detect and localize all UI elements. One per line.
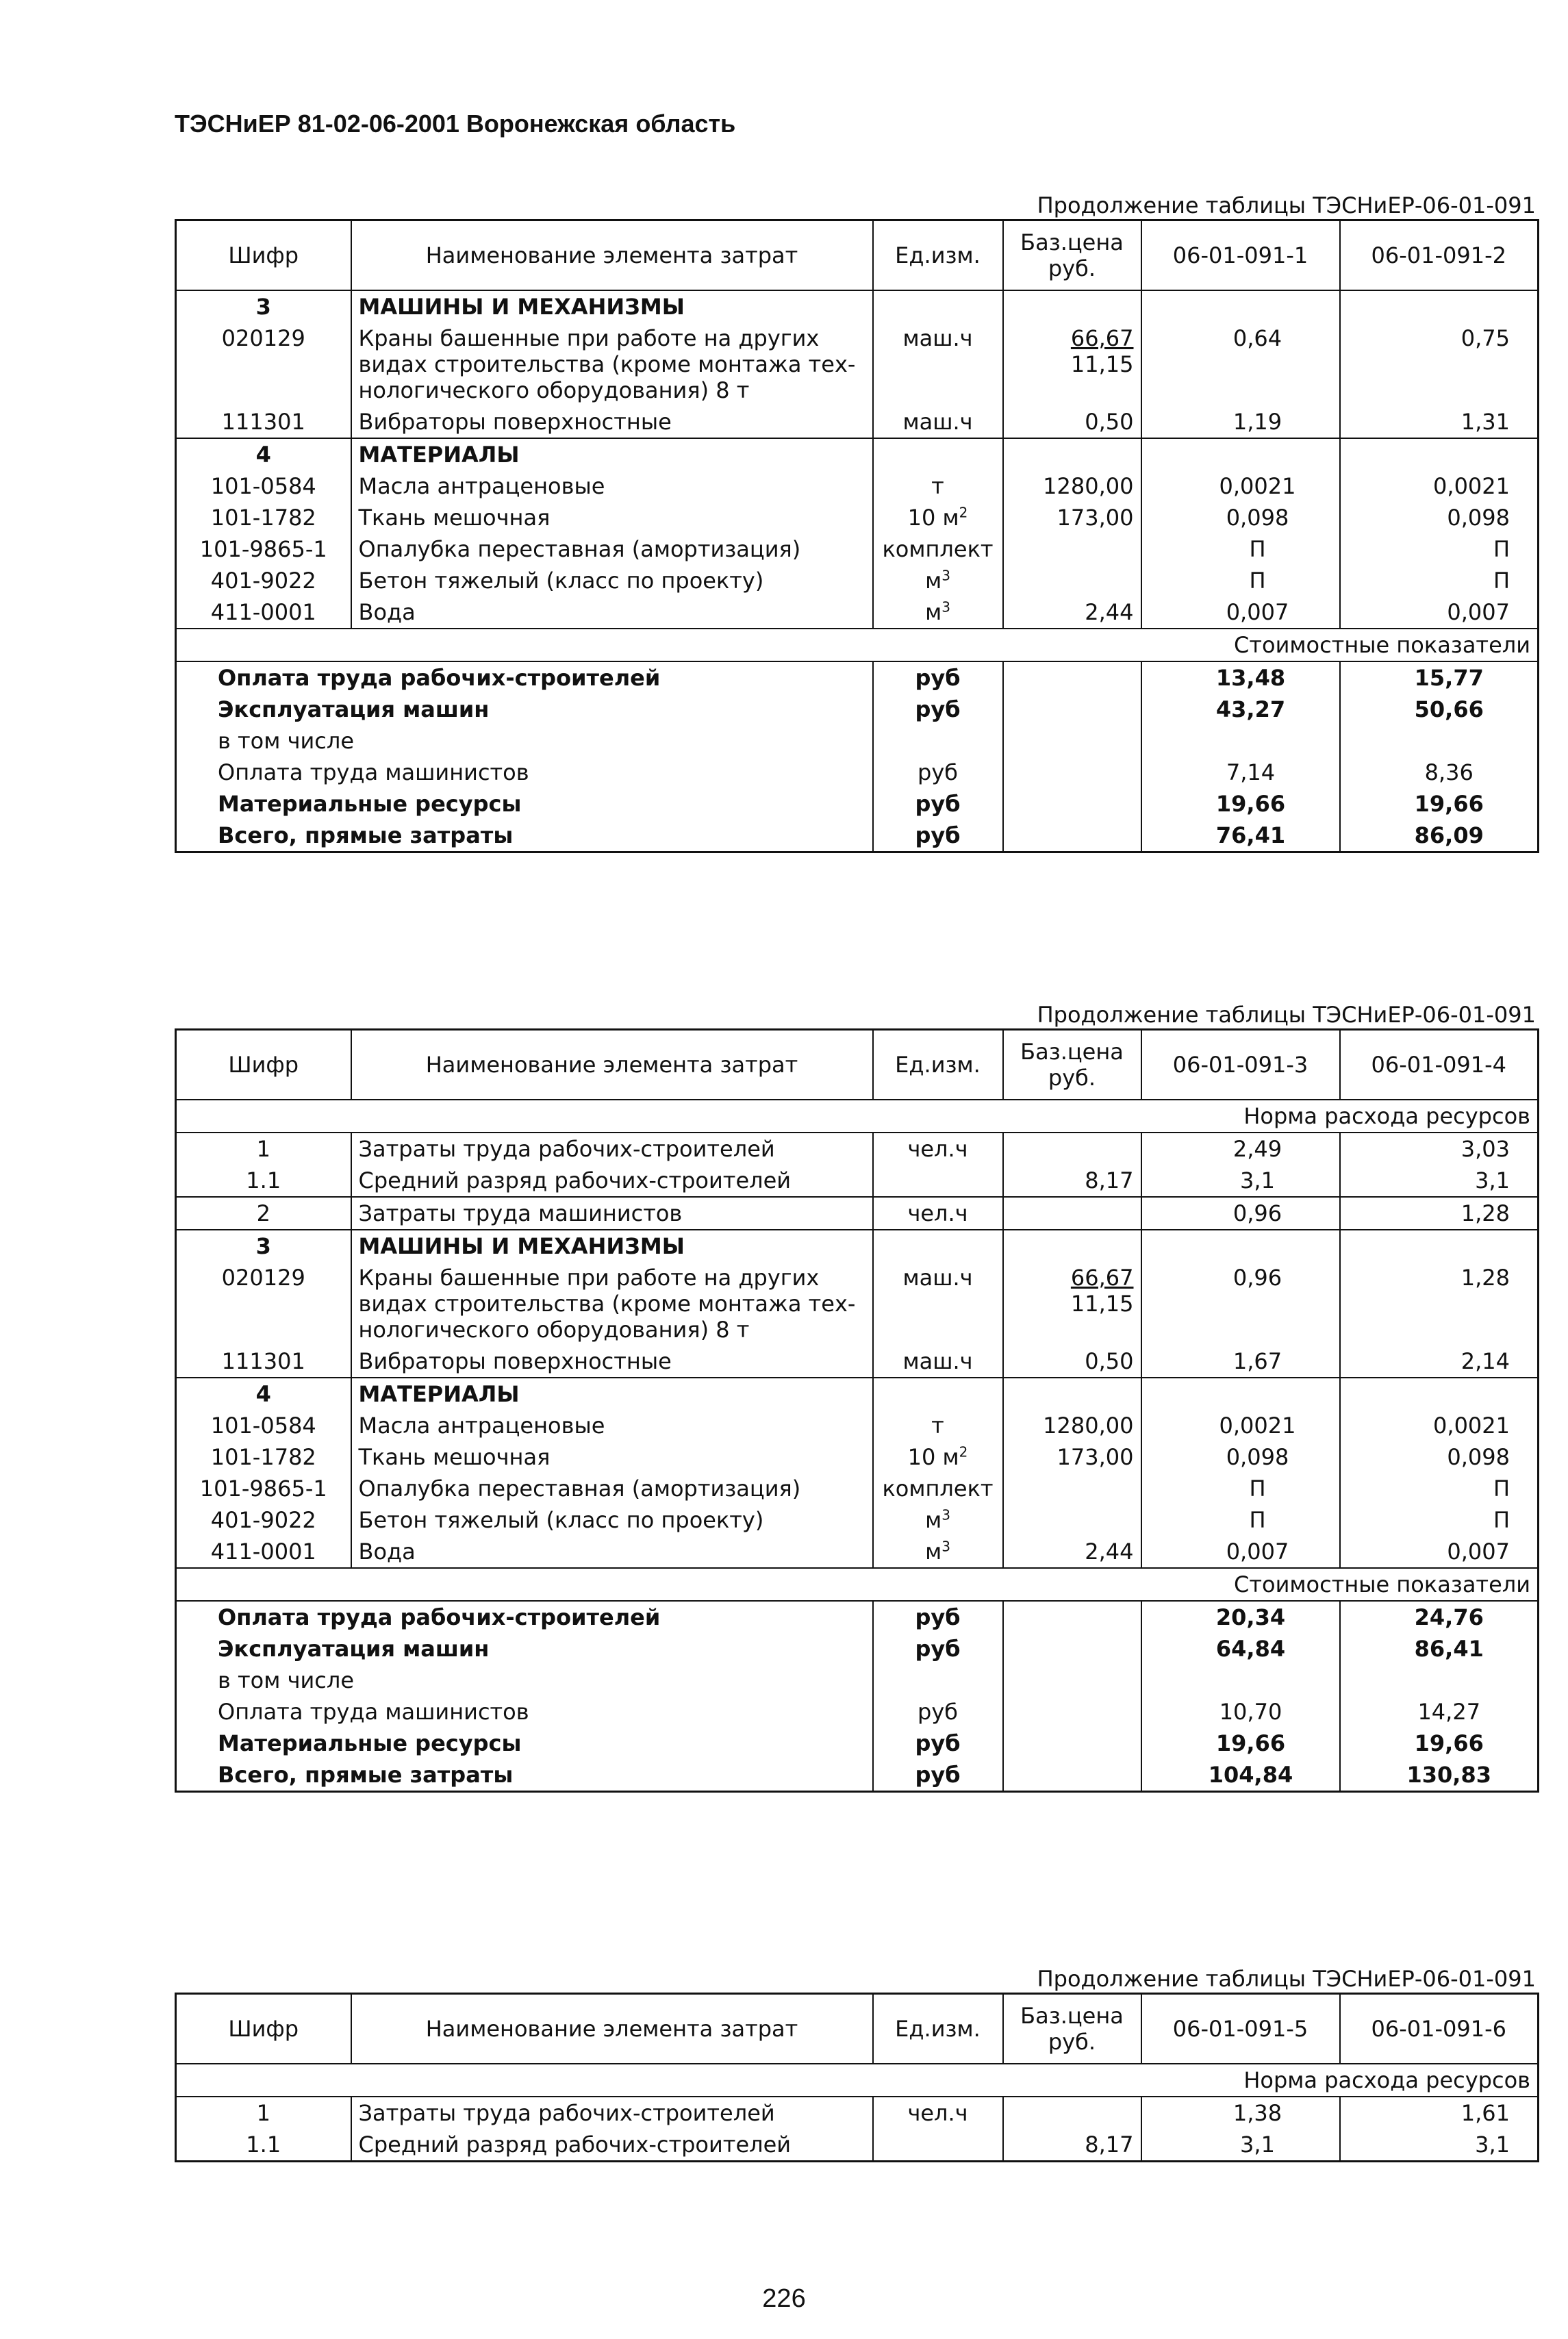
cell-value-1: П [1141,1473,1340,1504]
cell-value-2: 0,75 [1340,323,1539,406]
header-name: Наименование элемента затрат [351,1994,873,2064]
totals-value-2: 15,77 [1340,661,1539,694]
cell-code: 1.1 [176,1165,351,1197]
totals-label: Оплата труда машинистов [176,1696,873,1728]
cell-unit [873,1165,1003,1197]
totals-label: Оплата труда рабочих-строителей [176,1601,873,1633]
cell-price: 2,44 [1003,1536,1141,1568]
cell-price: 173,00 [1003,502,1141,533]
price-denominator: 11,15 [1070,1291,1134,1317]
cell-value-2: 3,1 [1340,1165,1539,1197]
cell-code: 1 [176,1133,351,1165]
totals-value-1: 20,34 [1141,1601,1340,1633]
header-code: Шифр [176,1994,351,2064]
table-row [176,438,1539,470]
totals-label: Материальные ресурсы [176,788,873,820]
cell-value-1: 0,007 [1141,1536,1340,1568]
totals-value-2: 50,66 [1340,694,1539,725]
table-caption: Продолжение таблицы ТЭСНиЕР-06-01-091 [1037,1002,1536,1028]
totals-value-1: 19,66 [1141,788,1340,820]
cell-code: 020129 [176,323,351,406]
cell-price [1003,565,1141,596]
cell-value-2: 1,31 [1340,406,1539,438]
totals-unit [873,725,1003,757]
cell-value-2: П [1340,1473,1539,1504]
cell-price [1003,438,1141,470]
totals-unit: руб [873,788,1003,820]
cell-unit: маш.ч [873,1345,1003,1378]
totals-value-1: 64,84 [1141,1633,1340,1665]
table-caption: Продолжение таблицы ТЭСНиЕР-06-01-091 [1037,1966,1536,1992]
cell-code: 111301 [176,406,351,438]
table-row [176,290,1539,323]
totals-empty [1003,788,1141,820]
cell-value-1: 2,49 [1141,1133,1340,1165]
totals-value-1: 43,27 [1141,694,1340,725]
table-row [176,2129,1539,2162]
cell-unit: т [873,1410,1003,1441]
totals-unit: руб [873,1601,1003,1633]
totals-row [176,1633,1539,1665]
totals-label: Оплата труда машинистов [176,757,873,788]
table-section-2 [175,1001,1537,1793]
totals-empty [1003,820,1141,852]
band-cost: Стоимостные показатели [176,1568,1539,1601]
totals-label: Эксплуатация машин [176,1633,873,1665]
cell-value-1: 1,67 [1141,1345,1340,1378]
cell-name: МАТЕРИАЛЫ [351,1378,873,1410]
cell-price: 1280,00 [1003,1410,1141,1441]
table-row [176,470,1539,502]
cell-code: 3 [176,290,351,323]
cell-unit [873,1378,1003,1410]
totals-empty [1003,1728,1141,1759]
totals-label: Всего, прямые затраты [176,1759,873,1792]
table-section-3 [175,1965,1537,2162]
totals-row [176,788,1539,820]
cell-value-2 [1340,1378,1539,1410]
cell-unit [873,438,1003,470]
cell-name: Вода [351,1536,873,1568]
totals-unit: руб [873,1696,1003,1728]
cell-code: 411-0001 [176,596,351,629]
cell-value-1 [1141,1378,1340,1410]
totals-label: в том числе [176,1665,873,1696]
cell-unit: $м^3$ [873,1536,1003,1568]
totals-row [176,1696,1539,1728]
totals-value-2: 19,66 [1340,788,1539,820]
cell-value-1: 0,96 [1141,1262,1340,1345]
cell-name: МАШИНЫ И МЕХАНИЗМЫ [351,1230,873,1262]
totals-empty [1003,1665,1141,1696]
cell-unit: 10 $м^2$ [873,1441,1003,1473]
totals-value-1: 19,66 [1141,1728,1340,1759]
cell-value-2: 3,03 [1340,1133,1539,1165]
cell-unit: маш.ч [873,1262,1003,1345]
cell-price: 8,17 [1003,1165,1141,1197]
cell-code: 101-0584 [176,1410,351,1441]
table-row [176,1262,1539,1345]
totals-unit: руб [873,1633,1003,1665]
cell-value-1: 0,0021 [1141,470,1340,502]
cell-name: Бетон тяжелый (класс по проекту) [351,565,873,596]
cell-value-2: 1,61 [1340,2097,1539,2129]
table-row [176,1197,1539,1230]
cell-code: 4 [176,1378,351,1410]
cell-value-2: 0,098 [1340,1441,1539,1473]
document-title: ТЭСНиЕР 81-02-06-2001 Воронежская область [175,110,736,138]
cell-unit: чел.ч [873,1197,1003,1230]
band-cost: Стоимостные показатели [176,629,1539,661]
cell-name: Средний разряд рабочих-строителей [351,1165,873,1197]
cost-table-2 [175,1028,1539,1793]
cell-code: 101-9865-1 [176,533,351,565]
cell-value-2: 3,1 [1340,2129,1539,2162]
cell-unit: комплект [873,533,1003,565]
totals-value-1: 10,70 [1141,1696,1340,1728]
table-caption: Продолжение таблицы ТЭСНиЕР-06-01-091 [1037,192,1536,218]
header-unit: Ед.изм. [873,220,1003,291]
totals-row [176,694,1539,725]
cell-value-2: 1,28 [1340,1262,1539,1345]
page-number: 226 [762,2284,806,2313]
cell-code: 411-0001 [176,1536,351,1568]
cell-value-1: П [1141,565,1340,596]
cell-value-2 [1340,290,1539,323]
header-col-3: 06-01-091-3 [1141,1030,1340,1100]
cell-code: 101-1782 [176,1441,351,1473]
cell-price: 173,00 [1003,1441,1141,1473]
cell-name: Затраты труда рабочих-строителей [351,2097,873,2129]
cell-price [1003,533,1141,565]
cell-price [1003,1473,1141,1504]
cell-name: МАТЕРИАЛЫ [351,438,873,470]
cell-value-1: 0,007 [1141,596,1340,629]
cell-price: 0,50 [1003,1345,1141,1378]
totals-value-1: 7,14 [1141,757,1340,788]
table-row [176,1378,1539,1410]
totals-row [176,725,1539,757]
cell-value-1 [1141,290,1340,323]
cell-value-2: 0,0021 [1340,470,1539,502]
cell-value-1: П [1141,1504,1340,1536]
band-norm: Норма расхода ресурсов [176,2064,1539,2097]
cell-code: 4 [176,438,351,470]
table-row [176,406,1539,438]
cell-code: 1 [176,2097,351,2129]
cell-name: Затраты труда рабочих-строителей [351,1133,873,1165]
cell-code: 3 [176,1230,351,1262]
totals-empty [1003,694,1141,725]
cell-code: 101-9865-1 [176,1473,351,1504]
totals-empty [1003,661,1141,694]
totals-unit: руб [873,661,1003,694]
table-row [176,596,1539,629]
header-col-1: 06-01-091-1 [1141,220,1340,291]
cell-name: Краны башенные при работе на других видах строительства (кроме монтажа тех-нологического оборудования) 8 т [351,323,873,406]
cell-value-2: 2,14 [1340,1345,1539,1378]
cell-price: 2,44 [1003,596,1141,629]
cell-value-2 [1340,1230,1539,1262]
cell-value-2: П [1340,533,1539,565]
cell-code: 2 [176,1197,351,1230]
header-price: Баз.цена руб. [1003,1994,1141,2064]
header-unit: Ед.изм. [873,1994,1003,2064]
header-col-2: 06-01-091-2 [1340,220,1539,291]
totals-row [176,757,1539,788]
totals-empty [1003,1633,1141,1665]
totals-value-2: 24,76 [1340,1601,1539,1633]
cell-unit: т [873,470,1003,502]
totals-row [176,1601,1539,1633]
header-unit: Ед.изм. [873,1030,1003,1100]
table-row [176,1441,1539,1473]
cell-price [1003,1378,1141,1410]
cell-unit [873,1230,1003,1262]
header-price: Баз.цена руб. [1003,1030,1141,1100]
cell-unit: 10 $м^2$ [873,502,1003,533]
cell-name: Краны башенные при работе на других видах строительства (кроме монтажа тех-нологического оборудования) 8 т [351,1262,873,1345]
totals-unit: руб [873,757,1003,788]
cell-value-1: 1,19 [1141,406,1340,438]
totals-row [176,1728,1539,1759]
table-row [176,1410,1539,1441]
cell-price: 8,17 [1003,2129,1141,2162]
cell-price [1003,2097,1141,2129]
cell-price: 1280,00 [1003,470,1141,502]
cell-code: 111301 [176,1345,351,1378]
header-name: Наименование элемента затрат [351,1030,873,1100]
cell-value-2: 0,007 [1340,596,1539,629]
cell-value-2: 1,28 [1340,1197,1539,1230]
table-row [176,1536,1539,1568]
cell-price [1003,1230,1141,1262]
totals-unit: руб [873,820,1003,852]
cell-code: 101-1782 [176,502,351,533]
table-row [176,1165,1539,1197]
cell-name: Затраты труда машинистов [351,1197,873,1230]
table-row [176,2097,1539,2129]
cell-value-1: 0,96 [1141,1197,1340,1230]
cell-unit: $м^3$ [873,1504,1003,1536]
cell-name: Ткань мешочная [351,1441,873,1473]
cell-value-2 [1340,438,1539,470]
totals-label: Эксплуатация машин [176,694,873,725]
table-row [176,323,1539,406]
header-name: Наименование элемента затрат [351,220,873,291]
cell-value-1: 3,1 [1141,1165,1340,1197]
cell-value-1: 0,098 [1141,502,1340,533]
price-numerator: 66,67 [1070,1265,1134,1291]
totals-empty [1003,1696,1141,1728]
cell-value-1: 0,0021 [1141,1410,1340,1441]
totals-label: Оплата труда рабочих-строителей [176,661,873,694]
totals-value-2: 86,41 [1340,1633,1539,1665]
cell-price [1003,1262,1141,1345]
cell-code: 401-9022 [176,1504,351,1536]
cell-code: 401-9022 [176,565,351,596]
cell-name: Бетон тяжелый (класс по проекту) [351,1504,873,1536]
price-numerator: 66,67 [1070,325,1134,351]
table-row [176,1133,1539,1165]
cell-unit: $м^3$ [873,596,1003,629]
cell-value-1: П [1141,533,1340,565]
totals-label: Всего, прямые затраты [176,820,873,852]
header-col-5: 06-01-091-5 [1141,1994,1340,2064]
header-price: Баз.цена руб. [1003,220,1141,291]
cell-unit: маш.ч [873,323,1003,406]
totals-empty [1003,1759,1141,1792]
cell-price [1003,1197,1141,1230]
totals-unit: руб [873,694,1003,725]
cell-price [1003,1504,1141,1536]
cell-unit [873,290,1003,323]
cell-value-2: П [1340,1504,1539,1536]
cell-value-2: 0,098 [1340,502,1539,533]
cell-name: Ткань мешочная [351,502,873,533]
cost-table-3 [175,1993,1539,2162]
cell-code: 1.1 [176,2129,351,2162]
cell-value-1 [1141,1230,1340,1262]
header-code: Шифр [176,220,351,291]
totals-value-1: 104,84 [1141,1759,1340,1792]
totals-empty [1003,1601,1141,1633]
cell-price [1003,323,1141,406]
header-col-6: 06-01-091-6 [1340,1994,1539,2064]
table-row [176,1230,1539,1262]
header-code: Шифр [176,1030,351,1100]
totals-value-2: 14,27 [1340,1696,1539,1728]
cell-code: 020129 [176,1262,351,1345]
table-row [176,533,1539,565]
totals-unit: руб [873,1759,1003,1792]
totals-value-2 [1340,725,1539,757]
cell-unit: маш.ч [873,406,1003,438]
totals-row [176,1759,1539,1792]
totals-value-1 [1141,725,1340,757]
cell-name: Вода [351,596,873,629]
totals-empty [1003,725,1141,757]
totals-label: Материальные ресурсы [176,1728,873,1759]
cell-price [1003,290,1141,323]
totals-value-2: 8,36 [1340,757,1539,788]
cell-value-1 [1141,438,1340,470]
totals-value-1: 76,41 [1141,820,1340,852]
totals-value-2: 130,83 [1340,1759,1539,1792]
cell-value-1: 0,64 [1141,323,1340,406]
totals-unit [873,1665,1003,1696]
totals-row [176,661,1539,694]
cell-name: Вибраторы поверхностные [351,1345,873,1378]
totals-row [176,820,1539,852]
table-row [176,502,1539,533]
table-row [176,1504,1539,1536]
totals-value-2: 86,09 [1340,820,1539,852]
cell-value-2: П [1340,565,1539,596]
cell-unit: чел.ч [873,1133,1003,1165]
cell-name: Опалубка переставная (амортизация) [351,1473,873,1504]
table-row [176,1345,1539,1378]
table-row [176,1473,1539,1504]
cell-name: Вибраторы поверхностные [351,406,873,438]
cell-name: МАШИНЫ И МЕХАНИЗМЫ [351,290,873,323]
totals-value-2: 19,66 [1340,1728,1539,1759]
cell-unit: $м^3$ [873,565,1003,596]
cell-unit: комплект [873,1473,1003,1504]
totals-value-1 [1141,1665,1340,1696]
cell-unit [873,2129,1003,2162]
header-col-4: 06-01-091-4 [1340,1030,1539,1100]
cell-value-2: 0,007 [1340,1536,1539,1568]
totals-empty [1003,757,1141,788]
cell-value-1: 3,1 [1141,2129,1340,2162]
cell-value-2: 0,0021 [1340,1410,1539,1441]
totals-unit: руб [873,1728,1003,1759]
cell-name: Опалубка переставная (амортизация) [351,533,873,565]
cell-name: Масла антраценовые [351,470,873,502]
band-norm: Норма расхода ресурсов [176,1100,1539,1133]
cell-price: 0,50 [1003,406,1141,438]
cost-table-1 [175,219,1539,853]
cell-name: Средний разряд рабочих-строителей [351,2129,873,2162]
totals-value-2 [1340,1665,1539,1696]
cell-value-1: 0,098 [1141,1441,1340,1473]
cell-price [1003,1133,1141,1165]
totals-row [176,1665,1539,1696]
table-row [176,565,1539,596]
price-denominator: 11,15 [1070,351,1134,377]
totals-label: в том числе [176,725,873,757]
cell-code: 101-0584 [176,470,351,502]
table-section-1 [175,192,1537,853]
totals-value-1: 13,48 [1141,661,1340,694]
cell-unit: чел.ч [873,2097,1003,2129]
cell-name: Масла антраценовые [351,1410,873,1441]
cell-value-1: 1,38 [1141,2097,1340,2129]
